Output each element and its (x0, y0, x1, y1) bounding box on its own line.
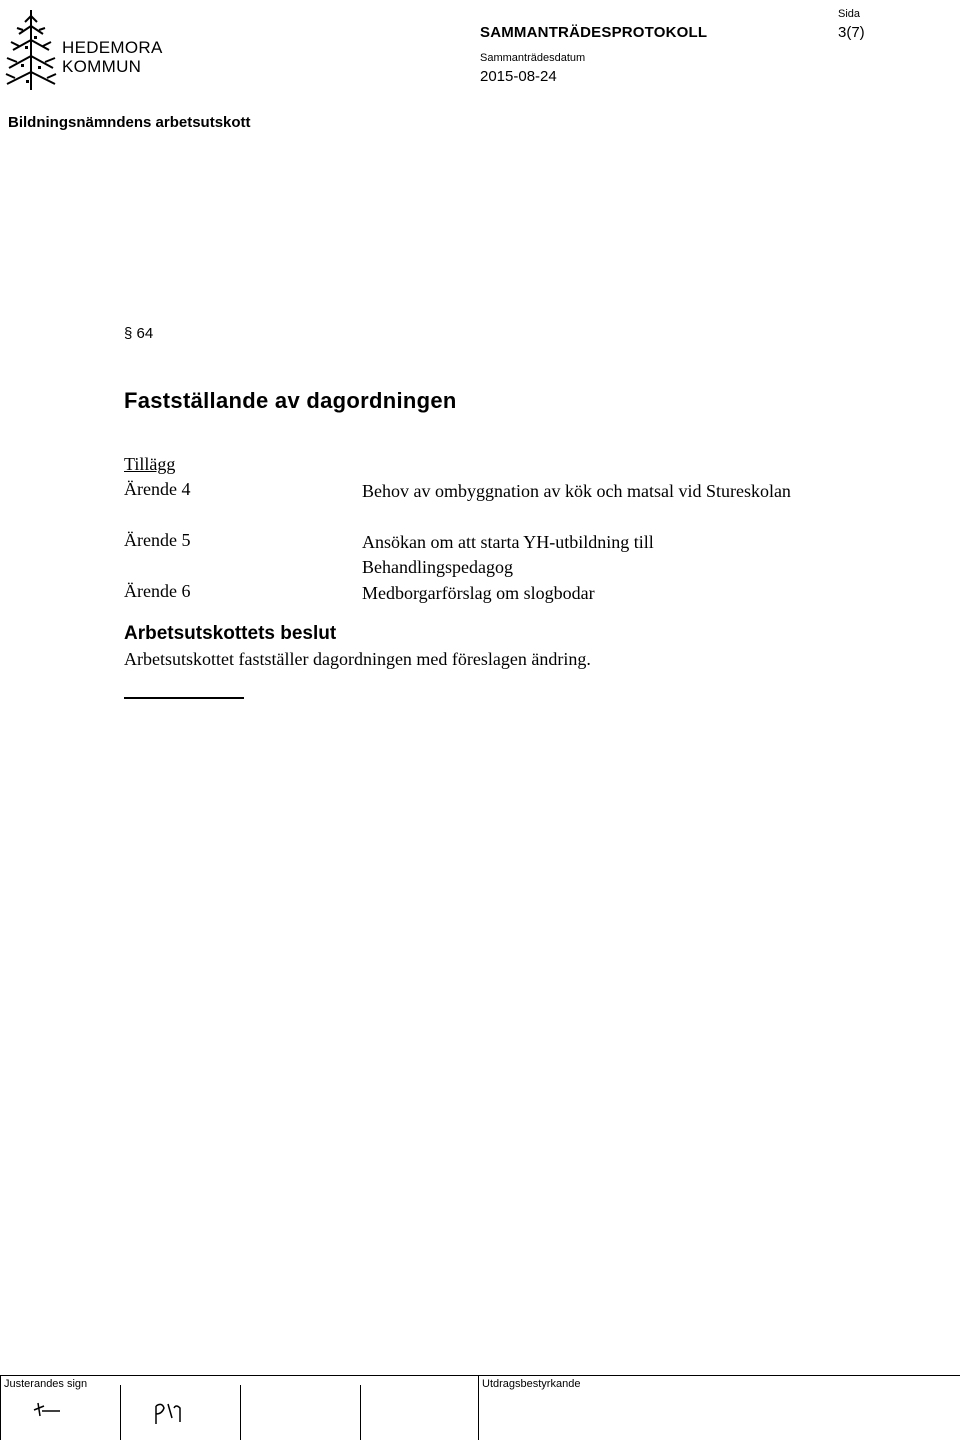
signature-divider (120, 1385, 121, 1440)
org-name-line1: HEDEMORA (62, 38, 163, 57)
org-name (62, 38, 163, 76)
agenda-item-description: Ansökan om att starta YH-utbildning till Behandlingspedagog (362, 532, 654, 577)
extract-divider (478, 1375, 479, 1440)
document-type: SAMMANTRÄDESPROTOKOLL (480, 24, 708, 41)
committee-name: Bildningsnämndens arbetsutskott (8, 114, 251, 131)
signature-divider (360, 1385, 361, 1440)
section-end-rule (124, 697, 244, 699)
paragraph-number: § 64 (124, 325, 154, 342)
footer-border-left (0, 1375, 1, 1440)
signature-divider (240, 1385, 241, 1440)
agenda-item-id: Ärende 5 (124, 530, 191, 550)
agenda-item-description: Behov av ombyggnation av kök och matsal vid Stureskolan (362, 481, 791, 501)
signatures-label: Justerandes sign (4, 1378, 88, 1390)
agenda-item-id: Ärende 6 (124, 581, 191, 601)
section-heading: Fastställande av dagordningen (124, 388, 457, 413)
footer-divider (0, 1375, 960, 1376)
org-name-line2: KOMMUN (62, 57, 142, 76)
decision-heading: Arbetsutskottets beslut (124, 623, 337, 644)
signature-initials-mark (30, 1400, 70, 1420)
agenda-item-id: Ärende 4 (124, 479, 191, 499)
date-value: 2015-08-24 (480, 68, 557, 85)
page-value: 3(7) (838, 24, 865, 41)
addition-label: Tillägg (124, 454, 176, 474)
kommun-logo-tree-icon (4, 6, 58, 94)
agenda-item-description: Medborgarförslag om slogbodar (362, 583, 595, 603)
date-label: Sammanträdesdatum (480, 52, 586, 64)
signature-initials-mark (150, 1398, 190, 1434)
extract-label: Utdragsbestyrkande (482, 1378, 581, 1390)
page-label: Sida (838, 8, 861, 20)
decision-text: Arbetsutskottet fastställer dagordningen med föreslagen ändring. (124, 649, 591, 669)
